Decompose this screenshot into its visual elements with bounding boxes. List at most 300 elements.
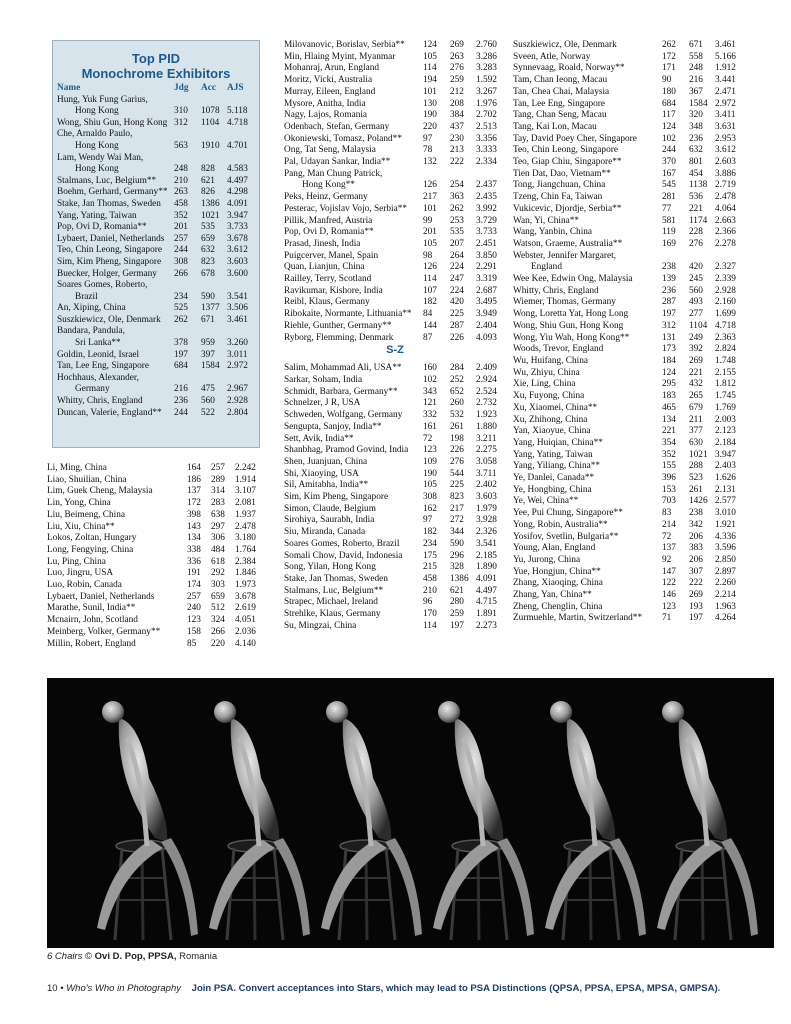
entry-row: [284, 192, 506, 204]
entry-name: Quan, Lianjun, China: [284, 262, 365, 273]
entry-row: [57, 95, 255, 107]
entry-jdg: 703: [662, 496, 676, 507]
entry-row: [284, 410, 506, 422]
entry-row: [284, 75, 506, 87]
entry-row: [513, 578, 745, 590]
entry-jdg: 354: [662, 437, 676, 448]
entry-jdg: 87: [423, 332, 433, 343]
entry-jdg: 143: [187, 521, 201, 532]
entry-acc: 212: [450, 86, 464, 97]
entry-name: Webster, Jennifer Margaret,: [513, 250, 616, 261]
entry-acc: 659: [201, 233, 215, 244]
figure-head: [438, 701, 460, 723]
figure-head: [550, 701, 572, 723]
entry-jdg: 123: [187, 615, 201, 626]
entry-acc: 206: [689, 531, 703, 542]
entry-row: [513, 63, 745, 75]
entry-ajs: 2.524: [476, 386, 497, 397]
entry-row: [57, 245, 255, 257]
entry-name: Mysore, Anitha, India: [284, 98, 366, 109]
entry-name: Lin, Yong, China: [47, 498, 111, 509]
entry-jdg: 126: [423, 180, 437, 191]
entry-ajs: 4.583: [227, 164, 248, 175]
entry-acc: 276: [450, 456, 464, 467]
entry-ajs: 2.732: [476, 398, 497, 409]
entry-name: Sim, Kim Pheng, Singapore: [57, 256, 162, 267]
entry-ajs: 2.326: [476, 527, 497, 538]
entry-name: Yang, Yiliang, China**: [513, 461, 601, 472]
entry-row: [47, 475, 265, 487]
entry-acc: 823: [450, 492, 464, 503]
entry-row: [284, 40, 506, 52]
entry-ajs: 2.478: [235, 521, 256, 532]
entry-row: [284, 286, 506, 298]
entry-name: Reibl, Klaus, Germany: [284, 297, 370, 308]
entry-row: [513, 415, 745, 427]
entry-row: [57, 187, 255, 199]
entry-jdg: 248: [174, 164, 188, 175]
entry-row: [513, 262, 745, 274]
entry-ajs: 3.733: [476, 227, 497, 238]
footer-bullet: •: [60, 983, 64, 994]
entry-ajs: 2.366: [715, 227, 736, 238]
entry-acc: 532: [450, 410, 464, 421]
entry-jdg: 117: [662, 110, 676, 121]
entry-name: Puigcerver, Manel, Spain: [284, 250, 379, 261]
entry-ajs: 3.596: [715, 543, 736, 554]
figure-head: [102, 701, 124, 723]
caption-author: Ovi D. Pop, PPSA,: [94, 951, 177, 962]
entry-jdg: 170: [423, 609, 437, 620]
entry-acc: 621: [201, 175, 215, 186]
entry-jdg: 396: [662, 473, 676, 484]
entry-row: [284, 574, 506, 586]
entry-row: [47, 545, 265, 557]
entry-name: Sim, Kim Pheng, Singapore: [284, 492, 389, 503]
entry-ajs: 3.886: [715, 168, 736, 179]
entry-jdg: [174, 153, 201, 165]
entry-acc: [201, 280, 227, 292]
entry-row: [57, 153, 255, 165]
entry-row: [513, 602, 745, 614]
entry-acc: 288: [689, 461, 703, 472]
page-footer: [47, 983, 720, 994]
entry-ajs: 3.850: [476, 250, 497, 261]
entry-acc: 324: [211, 615, 225, 626]
entry-row: [284, 52, 506, 64]
entry-row: [57, 373, 255, 385]
entry-jdg: 105: [423, 238, 437, 249]
entry-jdg: 124: [423, 40, 437, 50]
entry-ajs: 2.003: [715, 414, 736, 425]
entry-jdg: 162: [423, 503, 437, 514]
entry-row: [513, 567, 745, 579]
entry-acc: 632: [689, 145, 703, 156]
entry-row: [57, 118, 255, 130]
entry-ajs: 3.612: [715, 145, 736, 156]
entry-acc: 277: [689, 309, 703, 320]
entry-acc: 671: [689, 40, 703, 50]
entry-ajs: 2.334: [476, 157, 497, 168]
entry-row: [284, 333, 506, 345]
entry-ajs: 3.267: [476, 86, 497, 97]
entry-row: [57, 292, 255, 304]
entry-row: [513, 508, 745, 520]
entry-name: Lam, Wendy Wai Man,: [57, 152, 144, 163]
entry-jdg: 684: [662, 98, 676, 109]
entry-jdg: 352: [662, 449, 676, 460]
header-name: Name: [57, 83, 81, 93]
entry-row: [513, 251, 745, 263]
entry-ajs: 2.435: [476, 192, 497, 203]
entry-jdg: 236: [174, 396, 188, 407]
entry-acc: 261: [689, 484, 703, 495]
entry-jdg: 332: [423, 410, 437, 421]
entry-row: [513, 520, 745, 532]
entry-name: Pop, Ovi D, Romania**: [57, 222, 147, 233]
entry-ajs: 2.850: [715, 554, 736, 565]
entry-name: Ong, Tat Seng, Malaysia: [284, 145, 376, 156]
entry-row: [513, 192, 745, 204]
entry-jdg: 343: [423, 386, 437, 397]
entry-jdg: 262: [174, 314, 188, 325]
entry-acc: 659: [211, 591, 225, 602]
entry-acc: 484: [211, 544, 225, 555]
entry-jdg: 458: [423, 573, 437, 584]
entry-jdg: 114: [423, 63, 437, 74]
entry-jdg: 398: [187, 509, 201, 520]
entry-ajs: 2.214: [715, 590, 736, 601]
entry-row: [513, 532, 745, 544]
entry-acc: 1386: [450, 573, 469, 584]
entry-name: Yang, Yating, Taiwan: [57, 210, 137, 221]
entry-ajs: 3.107: [235, 486, 256, 497]
entry-ajs: 2.291: [476, 262, 497, 273]
entry-jdg: 72: [423, 433, 433, 444]
entry-row: [513, 344, 745, 356]
entry-jdg: 84: [423, 309, 433, 320]
entry-acc: 238: [689, 508, 703, 519]
entry-ajs: 2.760: [476, 40, 497, 50]
entry-row: [57, 141, 255, 153]
entry-name: Zheng, Chenglin, China: [513, 601, 603, 612]
entry-row: [284, 110, 506, 122]
entry-jdg: 102: [423, 374, 437, 385]
entry-name: Hong Kong**: [302, 180, 355, 191]
entry-jdg: 124: [662, 121, 676, 132]
entry-name: Xu, Zhihong, China: [513, 414, 588, 425]
entry-row: [284, 87, 506, 99]
entry-ajs: 3.495: [476, 297, 497, 308]
figure-head: [326, 701, 348, 723]
figure-head: [662, 701, 684, 723]
entry-ajs: 1.764: [235, 544, 256, 555]
entry-row: [513, 274, 745, 286]
entry-ajs: 2.451: [476, 238, 497, 249]
entry-acc: 652: [450, 386, 464, 397]
entry-acc: 367: [689, 86, 703, 97]
entry-row: [284, 562, 506, 574]
entry-ajs: 2.384: [235, 556, 256, 567]
entry-jdg: 201: [423, 227, 437, 238]
entry-acc: 420: [450, 297, 464, 308]
entry-acc: 1078: [201, 106, 220, 117]
entry-ajs: [715, 251, 745, 263]
entry-jdg: 266: [174, 268, 188, 279]
entry-ajs: 5.166: [715, 51, 736, 62]
entry-jdg: 99: [423, 215, 433, 226]
entry-row: [284, 363, 506, 375]
entry-ajs: 1.923: [476, 410, 497, 421]
entry-row: [284, 480, 506, 492]
entry-row: [47, 533, 265, 545]
entry-name: Murray, Eileen, England: [284, 86, 376, 97]
entry-acc: 342: [689, 519, 703, 530]
entry-name: Tam, Chan Ieong, Macau: [513, 75, 608, 86]
entry-jdg: 217: [423, 192, 437, 203]
entry-row: [47, 486, 265, 498]
entry-row: [284, 251, 506, 263]
entry-name: Wong, Yiu Wah, Hong Kong**: [513, 332, 630, 343]
entry-ajs: 4.140: [235, 638, 256, 649]
entry-ajs: 1.979: [476, 503, 497, 514]
entry-name: Che, Arnaldo Paulo,: [57, 129, 133, 140]
entry-row: [47, 568, 265, 580]
entry-jdg: 352: [174, 210, 188, 221]
entry-ajs: 4.497: [476, 585, 497, 596]
entry-jdg: 287: [662, 297, 676, 308]
entry-jdg: 378: [174, 338, 188, 349]
entry-name: Teo, Chin Leong, Singapore: [513, 145, 618, 156]
entry-acc: 671: [201, 314, 215, 325]
entry-name: Hong Kong: [75, 106, 119, 117]
entry-acc: 228: [689, 227, 703, 238]
entry-ajs: 2.409: [476, 363, 497, 374]
entry-jdg: 465: [662, 402, 676, 413]
entry-row: [284, 99, 506, 111]
entry-name: Yang, Yating, Taiwan: [513, 449, 593, 460]
entry-jdg: [174, 373, 201, 385]
entry-jdg: 234: [423, 538, 437, 549]
entry-acc: [450, 169, 476, 181]
entry-name: Pang, Man Chung Patrick,: [284, 168, 383, 179]
entry-name: Zurmuehle, Martin, Switzerland**: [513, 613, 643, 624]
entry-ajs: 3.711: [476, 468, 497, 479]
entry-name: Xu, Fuyong, China: [513, 391, 585, 402]
entry-name: Meinberg, Volker, Germany**: [47, 626, 161, 637]
column-3-list: [513, 40, 745, 625]
entry-jdg: 236: [662, 285, 676, 296]
entry-jdg: 144: [423, 320, 437, 331]
entry-name: Tay, David Poey Cher, Singapore: [513, 133, 637, 144]
entry-ajs: 1.890: [476, 562, 497, 573]
entry-name: Ribokaite, Normante, Lithuania**: [284, 309, 412, 320]
entry-row: [284, 515, 506, 527]
entry-acc: 1386: [201, 198, 220, 209]
entry-jdg: 153: [662, 484, 676, 495]
entry-row: [47, 615, 265, 627]
entry-name: Xie, Ling, China: [513, 379, 576, 390]
entry-acc: 397: [201, 349, 215, 360]
entry-ajs: 2.603: [715, 157, 736, 168]
entry-ajs: 1.973: [235, 580, 256, 591]
entry-acc: 224: [450, 262, 464, 273]
entry-jdg: 545: [662, 180, 676, 191]
entry-jdg: 167: [662, 168, 676, 179]
entry-ajs: 1.891: [476, 609, 497, 620]
entry-row: [47, 639, 265, 651]
entry-acc: 272: [450, 515, 464, 526]
entry-row: [57, 106, 255, 118]
entry-jdg: 121: [423, 398, 437, 409]
caption-copyright: ©: [85, 951, 93, 962]
publication-name: Who's Who in Photography: [66, 983, 182, 994]
entry-acc: 560: [201, 396, 215, 407]
entry-name: Wu, Zhiyu, China: [513, 367, 580, 378]
entry-name: Nagy, Lajos, Romania: [284, 110, 368, 121]
caption-title: 6 Chairs: [47, 951, 83, 962]
entry-acc: 276: [450, 63, 464, 74]
entry-ajs: 3.333: [476, 145, 497, 156]
entry-jdg: 338: [187, 544, 201, 555]
entry-acc: [689, 251, 715, 263]
entry-acc: 269: [450, 40, 464, 50]
entry-row: [513, 543, 745, 555]
entry-acc: 280: [450, 597, 464, 608]
entry-row: [513, 157, 745, 169]
entry-jdg: 257: [174, 233, 188, 244]
entry-ajs: 2.123: [715, 426, 736, 437]
entry-acc: 249: [689, 332, 703, 343]
entry-name: Sveen, Atle, Norway: [513, 51, 591, 62]
entry-row: [57, 129, 255, 141]
entry-name: Boehm, Gerhard, Germany**: [57, 187, 168, 198]
entry-row: [513, 485, 745, 497]
entry-ajs: 3.612: [227, 245, 248, 256]
entry-jdg: 190: [423, 468, 437, 479]
entry-ajs: 1.626: [715, 473, 736, 484]
entry-ajs: 2.131: [715, 484, 736, 495]
entry-row: [513, 134, 745, 146]
entry-jdg: 312: [174, 117, 188, 128]
entry-jdg: [174, 95, 201, 107]
entry-jdg: [423, 169, 450, 181]
entry-row: [513, 403, 745, 415]
entry-ajs: 3.992: [476, 203, 497, 214]
entry-row: [57, 164, 255, 176]
entry-acc: 383: [689, 543, 703, 554]
entry-acc: [201, 95, 227, 107]
entry-name: Yee, Pui Chung, Singapore**: [513, 508, 623, 519]
entry-jdg: 216: [174, 384, 188, 395]
entry-acc: 1426: [689, 496, 708, 507]
entry-acc: 257: [211, 463, 225, 473]
entry-row: [47, 498, 265, 510]
entry-jdg: 180: [662, 86, 676, 97]
entry-row: [57, 350, 255, 362]
entry-acc: 679: [689, 402, 703, 413]
entry-acc: 823: [201, 256, 215, 267]
entry-acc: 1910: [201, 140, 220, 151]
entry-acc: 236: [689, 133, 703, 144]
entry-acc: 276: [689, 238, 703, 249]
entry-jdg: 158: [187, 626, 201, 637]
entry-row: [284, 609, 506, 621]
entry-jdg: 172: [187, 498, 201, 509]
entry-row: [284, 457, 506, 469]
entry-acc: 307: [689, 566, 703, 577]
box-rows: [57, 95, 255, 420]
entry-ajs: 2.928: [227, 396, 248, 407]
entry-acc: 522: [201, 407, 215, 418]
entry-row: [513, 239, 745, 251]
entry-jdg: 201: [174, 222, 188, 233]
entry-acc: 454: [689, 168, 703, 179]
entry-jdg: [174, 280, 201, 292]
entry-ajs: [227, 280, 255, 292]
entry-jdg: 123: [662, 601, 676, 612]
entry-ajs: 2.437: [476, 180, 497, 191]
entry-acc: 1021: [201, 210, 220, 221]
entry-row: [513, 52, 745, 64]
entry-ajs: 2.972: [227, 361, 248, 372]
entry-jdg: 114: [423, 274, 437, 285]
entry-ajs: 3.678: [227, 233, 248, 244]
entry-acc: 211: [689, 414, 703, 425]
entry-acc: 296: [450, 550, 464, 561]
entry-jdg: 458: [174, 198, 188, 209]
entry-name: Hong Kong: [75, 164, 119, 175]
entry-row: [284, 145, 506, 157]
entry-name: Ye, Danlei, Canada**: [513, 473, 595, 484]
entry-ajs: 2.953: [715, 133, 736, 144]
entry-row: [284, 469, 506, 481]
entry-name: Hong Kong: [75, 140, 119, 151]
entry-row: [284, 134, 506, 146]
entry-acc: 523: [689, 473, 703, 484]
entry-name: Simon, Claude, Belgium: [284, 503, 376, 514]
entry-name: Yu, Jurong, China: [513, 554, 581, 565]
entry-ajs: 2.719: [715, 180, 736, 191]
entry-name: Schnelzer, J R, USA: [284, 398, 361, 409]
entry-name: Mcnairn, John, Scotland: [47, 615, 138, 626]
entry-name: Liao, Shuilian, China: [47, 474, 127, 485]
entry-ajs: 3.461: [227, 314, 248, 325]
entry-row: [284, 527, 506, 539]
header-acc: Acc: [201, 83, 216, 93]
entry-ajs: 3.441: [715, 75, 736, 86]
entry-name: Ye, Wei, China**: [513, 496, 579, 507]
entry-jdg: 71: [662, 613, 672, 624]
entry-jdg: 72: [662, 531, 672, 542]
entry-name: Wong, Shiu Gun, Hong Kong: [513, 320, 624, 331]
entry-acc: 801: [689, 157, 703, 168]
entry-name: Duncan, Valerie, England**: [57, 407, 162, 418]
entry-acc: 493: [689, 297, 703, 308]
entry-row: [513, 333, 745, 345]
entry-jdg: 174: [187, 580, 201, 591]
entry-jdg: 85: [187, 638, 197, 649]
entry-acc: 1104: [689, 320, 708, 331]
entry-name: Railley, Terry, Scotland: [284, 274, 372, 285]
entry-name: Peks, Heinz, Germany: [284, 192, 368, 203]
figure-head: [214, 701, 236, 723]
entry-ajs: 2.619: [235, 603, 256, 614]
entry-acc: 260: [450, 398, 464, 409]
entry-jdg: 257: [187, 591, 201, 602]
entry-acc: 475: [201, 384, 215, 395]
entry-acc: 314: [211, 486, 225, 497]
